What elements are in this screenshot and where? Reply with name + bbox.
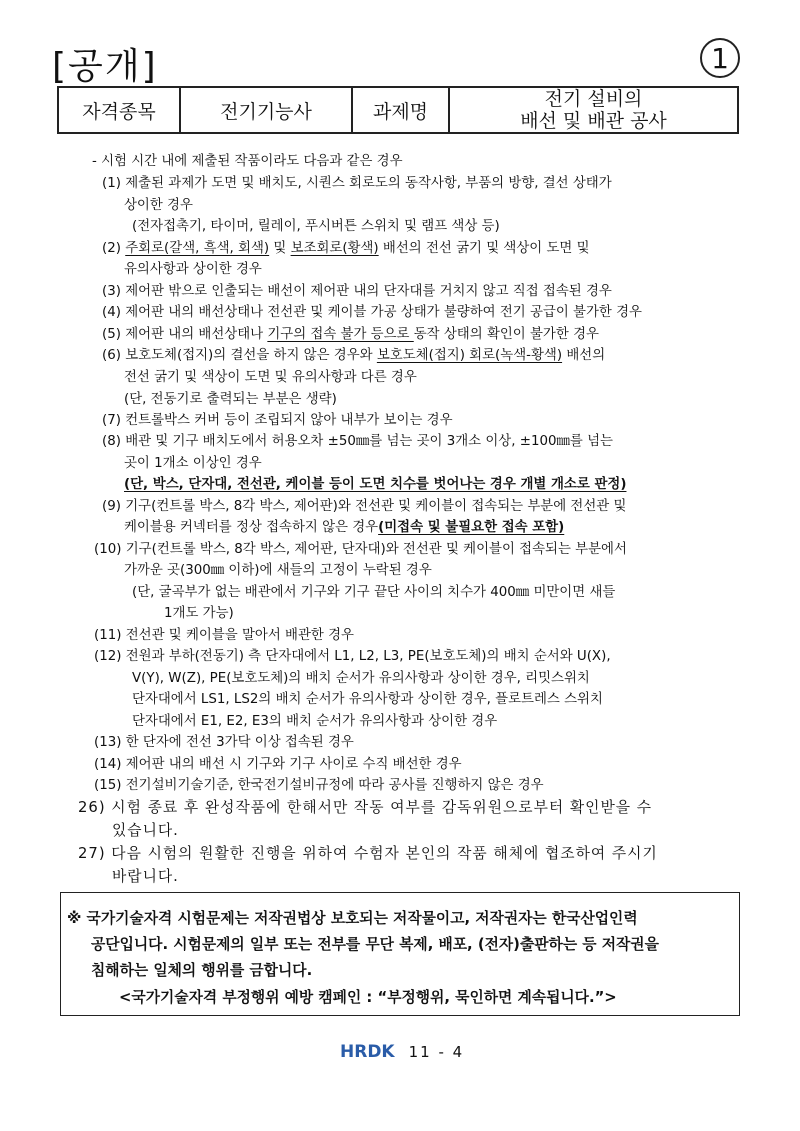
item-13: (13) 한 단자에 전선 3가닥 이상 접속된 경우	[94, 735, 354, 750]
item-15: (15) 전기설비기술기준, 한국전기설비규정에 따라 공사를 진행하지 않은 경우	[94, 778, 544, 793]
field-label-cell: 자격종목	[58, 87, 180, 133]
item-7: (7) 컨트롤박스 커버 등이 조립되지 않아 내부가 보이는 경우	[102, 413, 453, 428]
item-12-line-2: V(Y), W(Z), PE(보호도체)의 배치 순서가 유의사항과 상이한 경우, 리밋스위치	[132, 671, 590, 686]
item-2-rest: 배선의 전선 굵기 및 색상이 도면 및	[378, 241, 590, 256]
field-value-cell: 전기기능사	[180, 87, 352, 133]
exam-info-table	[57, 86, 739, 134]
item-1-line-2: 상이한 경우	[124, 198, 193, 213]
page-footer	[340, 1042, 464, 1062]
item-9-pre: 케이블용 커넥터를 정상 접속하지 않은 경우	[124, 520, 379, 535]
note-27-line-2: 바랍니다.	[112, 868, 179, 885]
item-9-line-2	[124, 517, 564, 538]
item-2-num: (2)	[102, 241, 126, 256]
item-14: (14) 제어판 내의 배선 시 기구와 기구 사이로 수직 배선한 경우	[94, 757, 462, 772]
page-circle-number: 1	[700, 38, 740, 78]
item-3: (3) 제어판 밖으로 인출되는 배선이 제어판 내의 단자대를 거치지 않고 직접 접속된 경우	[102, 284, 612, 299]
note-26-line-1: 26) 시험 종료 후 완성작품에 한해서만 작동 여부를 감독위원으로부터 확인받을 수	[78, 799, 653, 816]
item-6-post: 배선의	[562, 348, 606, 363]
item-5	[102, 324, 599, 345]
item-6-line-2: 전선 굵기 및 색상이 도면 및 유의사항과 다른 경우	[124, 370, 417, 385]
item-1-line-3: (전자접촉기, 타이머, 릴레이, 푸시버튼 스위치 및 램프 색상 등)	[132, 219, 500, 234]
note-26-line-2: 있습니다.	[112, 822, 179, 839]
item-6-line-3: (단, 전동기로 출력되는 부분은 생략)	[124, 392, 337, 407]
item-8-line-2: 곳이 1개소 이상인 경우	[124, 456, 262, 471]
item-5-underlined: 기구의 접속 불가 등으로	[267, 327, 414, 342]
copyright-notice-box	[60, 892, 740, 1016]
item-9-line-1: (9) 기구(컨트롤 박스, 8각 박스, 제어판)와 전선관 및 케이블이 접속되는 부분에 전선관 및	[102, 499, 627, 514]
item-10-line-2: 가까운 곳(300㎜ 이하)에 새들의 고정이 누락된 경우	[124, 563, 432, 578]
item-10-line-4: 1개도 가능)	[164, 606, 234, 621]
item-2-line-1	[102, 238, 590, 259]
item-5-pre: (5) 제어판 내의 배선상태나	[102, 327, 268, 342]
item-11: (11) 전선관 및 케이블을 말아서 배관한 경우	[94, 628, 354, 643]
item-6-underlined: 보호도체(접지) 회로(녹색-황색)	[376, 348, 563, 363]
item-4: (4) 제어판 내의 배선상태나 전선관 및 케이블 가공 상태가 불량하여 전기 공급이 불가한 경우	[102, 305, 642, 320]
item-8-line-3: (단, 박스, 단자대, 전선관, 케이블 등이 도면 치수를 벗어나는 경우 개별 개소로 판정)	[124, 477, 627, 492]
item-10-line-3: (단, 굴곡부가 없는 배관에서 기구와 기구 끝단 사이의 치수가 400㎜ 미만이면 새들	[132, 585, 616, 600]
public-label: [공개]	[52, 46, 158, 87]
item-10-line-1: (10) 기구(컨트롤 박스, 8각 박스, 제어판, 단자대)와 전선관 및 케이블이 접속되는 부분에서	[94, 542, 627, 557]
item-2-line-2: 유의사항과 상이한 경우	[124, 262, 262, 277]
aux-circuit-text: 보조회로(황색)	[290, 241, 379, 256]
item-8-line-1: (8) 배관 및 기구 배치도에서 허용오차 ±50㎜를 넘는 곳이 3개소 이상, ±100㎜를 넘는	[102, 434, 613, 449]
main-circuit-text: 주회로(갈색, 흑색, 회색)	[125, 241, 270, 256]
notice-line-2: 공단입니다. 시험문제의 일부 또는 전부를 무단 복제, 배포, (전자)출판하는 등 저작권을	[91, 936, 659, 953]
notice-line-1: ※ 국가기술자격 시험문제는 저작권법상 보호되는 저작물이고, 저작권자는 한국산업인력	[67, 910, 638, 927]
item-2-mid: 및	[269, 241, 291, 256]
item-5-post: 동작 상태의 확인이 불가한 경우	[413, 327, 599, 342]
item-1-line-1: (1) 제출된 과제가 도면 및 배치도, 시퀀스 회로도의 동작사항, 부품의 방향, 결선 상태가	[102, 176, 612, 191]
item-6-pre: (6) 보호도체(접지)의 결선을 하지 않은 경우와	[102, 348, 377, 363]
hrdk-logo: HRDK	[340, 1042, 395, 1062]
page-number: 11 - 4	[408, 1043, 465, 1061]
note-27-line-1: 27) 다음 시험의 원활한 진행을 위하여 수험자 본인의 작품 해체에 협조하여 주시기	[78, 845, 658, 862]
task-value-line1: 전기 설비의	[544, 88, 643, 110]
item-9-underlined: (미접속 및 불필요한 접속 포함)	[378, 520, 565, 535]
notice-line-3: 침해하는 일체의 행위를 금합니다.	[91, 962, 313, 979]
task-label-cell: 과제명	[352, 87, 449, 133]
notice-line-4: <국가기술자격 부정행위 예방 캠페인 : “부정행위, 묵인하면 계속됩니다.”>	[119, 989, 617, 1006]
item-12-line-1: (12) 전원과 부하(전동기) 측 단자대에서 L1, L2, L3, PE(보호도체)의 배치 순서와 U(X),	[94, 649, 611, 664]
item-6-line-1	[102, 345, 605, 366]
task-value-line2: 배선 및 배관 공사	[520, 110, 667, 132]
task-value-cell	[449, 87, 738, 133]
item-12-line-4: 단자대에서 E1, E2, E3의 배치 순서가 유의사항과 상이한 경우	[132, 714, 498, 729]
item-12-line-3: 단자대에서 LS1, LS2의 배치 순서가 유의사항과 상이한 경우, 플로트레스 스위치	[132, 692, 603, 707]
intro-line: - 시험 시간 내에 제출된 작품이라도 다음과 같은 경우	[92, 154, 403, 169]
